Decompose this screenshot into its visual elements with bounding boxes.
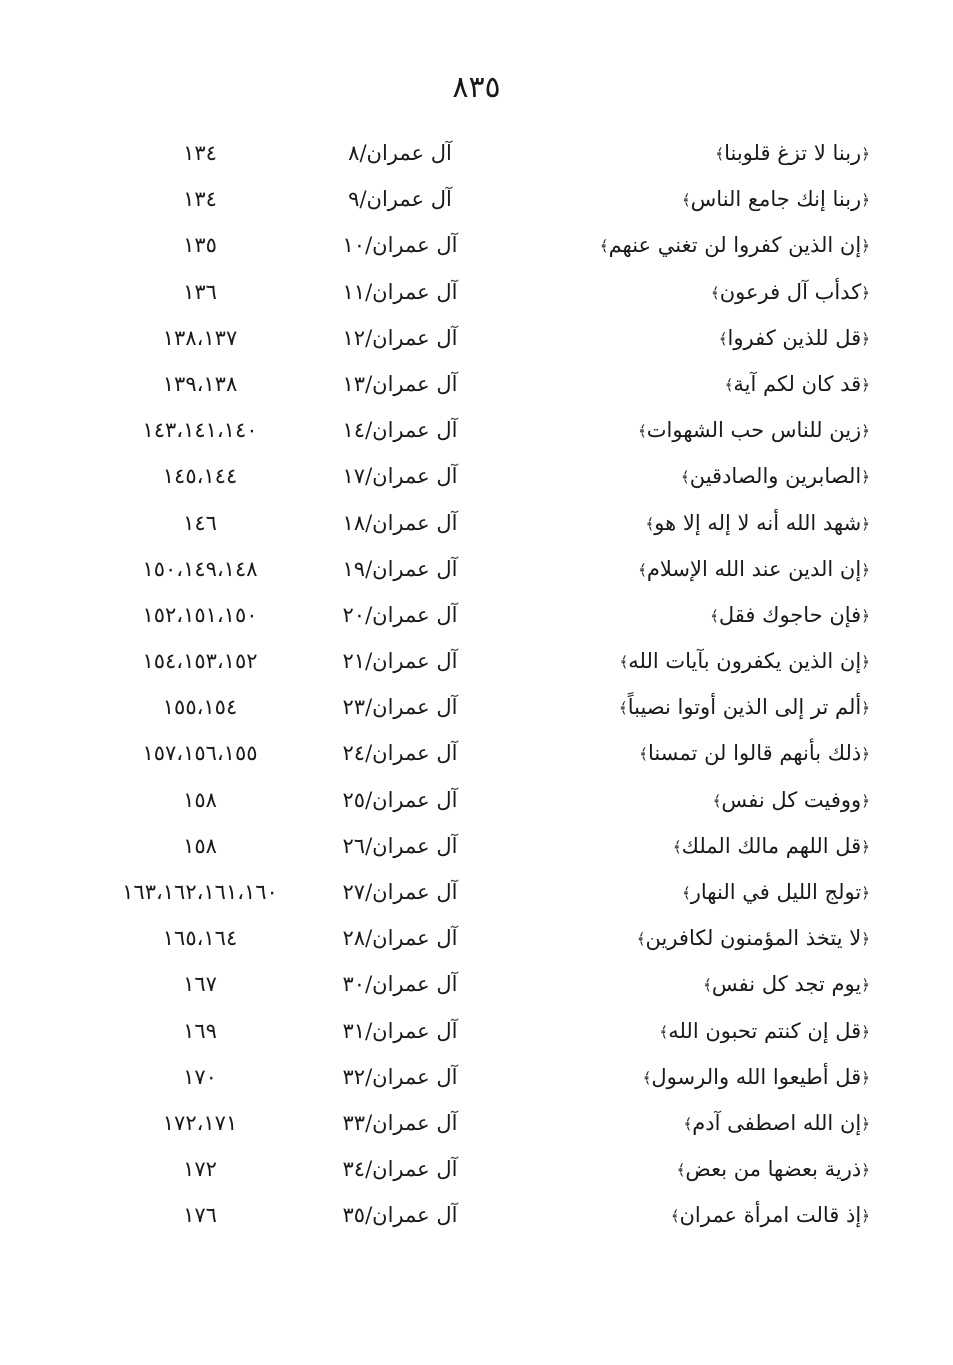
- surah-reference: آل عمران/١٣: [342, 371, 458, 396]
- ornate-bracket-close-icon: ﴾: [710, 606, 719, 625]
- ornate-bracket-open-icon: ﴿: [861, 1068, 870, 1087]
- surah-reference: آل عمران/٣٥: [342, 1203, 458, 1228]
- verse-cell: [570, 777, 870, 823]
- page-references: ١٦٣،١٦٢،١٦١،١٦٠: [122, 880, 278, 904]
- ornate-bracket-open-icon: ﴿: [861, 375, 870, 394]
- ornate-bracket-close-icon: ﴾: [680, 468, 690, 487]
- ornate-bracket-open-icon: ﴿: [861, 514, 870, 533]
- ornate-bracket-close-icon: ﴾: [724, 375, 734, 394]
- surah-reference: آل عمران/٢٨: [342, 926, 458, 951]
- verse-text: ألم تر إلى الذين أوتوا نصيباً: [627, 695, 862, 720]
- ornate-bracket-open-icon: ﴿: [861, 237, 870, 256]
- ornate-bracket-open-icon: ﴿: [861, 191, 870, 210]
- ornate-bracket-close-icon: ﴾: [659, 1022, 669, 1041]
- table-row: [100, 869, 870, 915]
- verse-text: لا يتخذ المؤمنون لكافرين: [645, 926, 862, 951]
- verse-text: ربنا لا تزغ قلوبنا: [724, 141, 862, 165]
- verse-text: تولج الليل في النهار: [690, 880, 862, 904]
- verse-cell: [570, 869, 870, 915]
- verse-cell: [570, 684, 870, 730]
- verse-cell: [570, 315, 870, 361]
- page-references: ١٣٨،١٣٧: [162, 325, 238, 350]
- surah-reference: آل عمران/١٠: [342, 233, 458, 258]
- verse-cell: [570, 915, 870, 961]
- page-references: ١٦٥،١٦٤: [162, 926, 238, 951]
- verse-cell: [570, 500, 870, 546]
- ornate-bracket-close-icon: ﴾: [715, 145, 725, 163]
- table-row: [100, 315, 870, 361]
- verse-cell: [570, 1100, 870, 1146]
- surah-reference: آل عمران/٣٣: [342, 1110, 458, 1135]
- verse-cell: [570, 638, 870, 684]
- verse-text: ووفيت كل نفس: [721, 787, 862, 812]
- verse-cell: [570, 453, 870, 499]
- verse-text: إن الدين عند الله الإسلام: [646, 556, 862, 581]
- ornate-bracket-open-icon: ﴿: [861, 930, 870, 949]
- ornate-bracket-close-icon: ﴾: [619, 653, 629, 672]
- page-references: ١٣٩،١٣٨: [162, 371, 238, 396]
- surah-reference: آل عمران/٣١: [342, 1018, 458, 1043]
- table-row: [100, 1192, 870, 1238]
- page-references: ١٣٤: [183, 141, 217, 165]
- ornate-bracket-close-icon: ﴾: [637, 422, 647, 441]
- page-references: ١٥٠،١٤٩،١٤٨: [142, 556, 258, 581]
- ornate-bracket-close-icon: ﴾: [599, 237, 609, 256]
- ornate-bracket-close-icon: ﴾: [718, 329, 728, 348]
- verse-text: ربنا إنك جامع الناس: [690, 187, 862, 212]
- surah-reference: آل عمران/١٩: [342, 556, 458, 581]
- table-row: [100, 130, 870, 176]
- table-row: [100, 1008, 870, 1054]
- verse-cell: [570, 961, 870, 1007]
- ornate-bracket-close-icon: ﴾: [703, 976, 712, 995]
- page-references: ١٧٦: [183, 1203, 217, 1228]
- table-row: [100, 407, 870, 453]
- ornate-bracket-open-icon: ﴿: [861, 837, 870, 856]
- table-row: [100, 176, 870, 222]
- surah-reference: آل عمران/٨: [348, 141, 452, 165]
- ornate-bracket-close-icon: ﴾: [683, 1114, 693, 1133]
- page-references: ١٦٧: [183, 972, 217, 997]
- surah-reference: آل عمران/٢٤: [342, 741, 458, 766]
- ornate-bracket-close-icon: ﴾: [618, 699, 628, 718]
- ornate-bracket-open-icon: ﴿: [861, 699, 870, 718]
- page-references: ١٥٤،١٥٣،١٥٢: [142, 649, 258, 674]
- page-references: ١٤٣،١٤١،١٤٠: [142, 418, 258, 443]
- verse-text: فإن حاجوك فقل: [718, 602, 862, 627]
- verse-text: كدأب آل فرعون: [719, 279, 862, 304]
- ornate-bracket-close-icon: ﴾: [638, 560, 647, 579]
- ornate-bracket-close-icon: ﴾: [681, 884, 691, 902]
- verse-cell: [570, 269, 870, 315]
- surah-reference: آل عمران/٢٧: [342, 880, 458, 904]
- table-row: [100, 823, 870, 869]
- page-references: ١٤٦: [183, 510, 217, 535]
- table-row: [100, 1100, 870, 1146]
- verse-cell: [570, 1192, 870, 1238]
- surah-reference: آل عمران/٣٢: [342, 1064, 458, 1089]
- ornate-bracket-close-icon: ﴾: [676, 1161, 686, 1180]
- page-references: ١٧٠: [183, 1064, 217, 1089]
- surah-reference: آل عمران/٢٠: [342, 602, 458, 627]
- ornate-bracket-close-icon: ﴾: [681, 191, 691, 210]
- table-row: [100, 915, 870, 961]
- verse-cell: [570, 1146, 870, 1192]
- verse-text: إن الذين كفروا لن تغني عنهم: [608, 233, 862, 258]
- surah-reference: آل عمران/١٧: [342, 464, 458, 489]
- verse-cell: [570, 730, 870, 776]
- verse-text: ذرية بعضها من بعض: [685, 1157, 862, 1182]
- surah-reference: آل عمران/٩: [348, 187, 452, 212]
- ornate-bracket-open-icon: ﴿: [861, 1114, 870, 1133]
- ornate-bracket-open-icon: ﴿: [861, 653, 870, 672]
- page-references: ١٤٥،١٤٤: [162, 464, 238, 489]
- surah-reference: آل عمران/٢١: [342, 649, 458, 674]
- verse-cell: [570, 546, 870, 592]
- verse-cell: [570, 1008, 870, 1054]
- surah-reference: آل عمران/٣٤: [342, 1157, 458, 1182]
- surah-reference: آل عمران/١٨: [342, 510, 458, 535]
- ornate-bracket-open-icon: ﴿: [861, 468, 870, 487]
- page-number: ٨٣٥: [452, 70, 501, 105]
- ornate-bracket-open-icon: ﴿: [861, 1022, 870, 1041]
- verse-text: قل اللهم مالك الملك: [681, 833, 862, 858]
- verse-text: الصابرين والصادقين: [689, 464, 862, 489]
- verse-cell: [570, 1054, 870, 1100]
- ornate-bracket-close-icon: ﴾: [642, 1068, 652, 1087]
- table-row: [100, 269, 870, 315]
- page-references: ١٥٨: [183, 787, 217, 812]
- page-references: ١٥٢،١٥١،١٥٠: [142, 602, 258, 627]
- table-row: [100, 546, 870, 592]
- verse-text: يوم تجد كل نفس: [711, 972, 862, 997]
- page-references: ١٦٩: [183, 1018, 217, 1043]
- surah-reference: آل عمران/٢٥: [342, 787, 458, 812]
- verse-text: ذلك بأنهم قالوا لن تمسنا: [647, 741, 862, 766]
- ornate-bracket-close-icon: ﴾: [645, 514, 655, 533]
- ornate-bracket-open-icon: ﴿: [861, 560, 870, 579]
- page-references: ١٧٢،١٧١: [162, 1110, 238, 1135]
- verse-index-table: [100, 130, 870, 1239]
- table-row: [100, 1146, 870, 1192]
- verse-cell: [570, 130, 870, 176]
- ornate-bracket-close-icon: ﴾: [639, 745, 648, 764]
- table-row: [100, 1054, 870, 1100]
- ornate-bracket-close-icon: ﴾: [710, 283, 720, 302]
- table-row: [100, 361, 870, 407]
- table-row: [100, 222, 870, 268]
- ornate-bracket-open-icon: ﴿: [861, 1207, 870, 1226]
- ornate-bracket-open-icon: ﴿: [861, 145, 870, 163]
- ornate-bracket-open-icon: ﴿: [861, 884, 870, 902]
- ornate-bracket-close-icon: ﴾: [670, 1207, 680, 1226]
- surah-reference: آل عمران/٣٠: [342, 972, 458, 997]
- verse-cell: [570, 176, 870, 222]
- table-row: [100, 730, 870, 776]
- table-row: [100, 638, 870, 684]
- ornate-bracket-close-icon: ﴾: [672, 837, 682, 856]
- verse-text: إذ قالت امرأة عمران: [679, 1203, 862, 1228]
- table-row: [100, 592, 870, 638]
- page-references: ١٥٨: [183, 833, 217, 858]
- verse-text: إن الذين يكفرون بآيات الله: [628, 649, 862, 674]
- ornate-bracket-open-icon: ﴿: [861, 283, 870, 302]
- page-references: ١٣٤: [183, 187, 217, 212]
- page-references: ١٥٧،١٥٦،١٥٥: [142, 741, 258, 766]
- page-references: ١٣٦: [183, 279, 217, 304]
- page-references: ١٧٢: [183, 1157, 217, 1182]
- table-row: [100, 500, 870, 546]
- table-row: [100, 777, 870, 823]
- page-references: ١٥٥،١٥٤: [162, 695, 238, 720]
- page-references: ١٣٥: [183, 233, 217, 258]
- table-row: [100, 961, 870, 1007]
- table-row: [100, 684, 870, 730]
- ornate-bracket-close-icon: ﴾: [636, 930, 646, 949]
- surah-reference: آل عمران/١١: [342, 279, 458, 304]
- table-row: [100, 453, 870, 499]
- ornate-bracket-close-icon: ﴾: [712, 791, 722, 810]
- verse-text: قل للذين كفروا: [727, 325, 862, 350]
- verse-text: قل أطيعوا الله والرسول: [651, 1064, 862, 1089]
- ornate-bracket-open-icon: ﴿: [861, 606, 870, 625]
- surah-reference: آل عمران/١٤: [342, 418, 458, 443]
- ornate-bracket-open-icon: ﴿: [861, 329, 870, 348]
- ornate-bracket-open-icon: ﴿: [861, 745, 870, 764]
- verse-text: قل إن كنتم تحبون الله: [668, 1018, 862, 1043]
- verse-cell: [570, 361, 870, 407]
- surah-reference: آل عمران/٢٦: [342, 833, 458, 858]
- verse-cell: [570, 407, 870, 453]
- verse-cell: [570, 222, 870, 268]
- ornate-bracket-open-icon: ﴿: [861, 791, 870, 810]
- verse-cell: [570, 823, 870, 869]
- ornate-bracket-open-icon: ﴿: [861, 1161, 870, 1180]
- verse-cell: [570, 592, 870, 638]
- surah-reference: آل عمران/١٢: [342, 325, 458, 350]
- ornate-bracket-open-icon: ﴿: [861, 422, 870, 441]
- verse-text: إن الله اصطفى آدم: [692, 1110, 862, 1135]
- verse-text: قد كان لكم آية: [733, 371, 862, 396]
- verse-text: شهد الله أنه لا إله إلا هو: [654, 510, 862, 535]
- ornate-bracket-open-icon: ﴿: [861, 976, 870, 995]
- surah-reference: آل عمران/٢٣: [342, 695, 458, 720]
- verse-text: زين للناس حب الشهوات: [646, 418, 862, 443]
